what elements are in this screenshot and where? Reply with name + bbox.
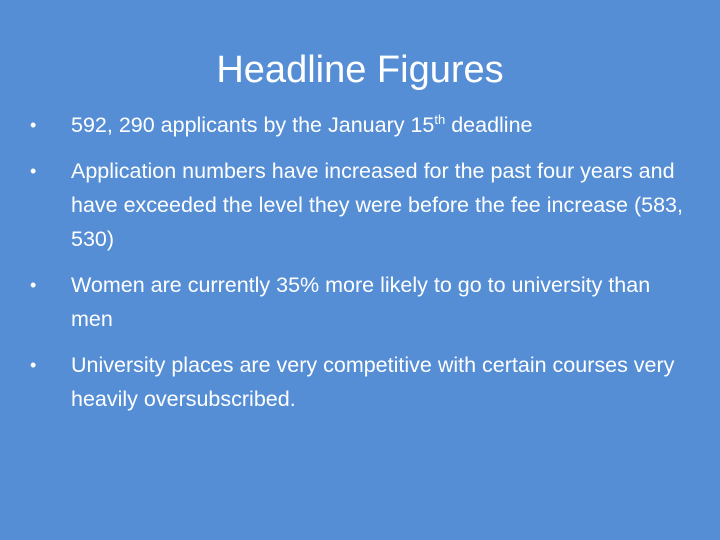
bullet-text-applicants [71, 113, 533, 137]
ordinal-suffix: th [434, 112, 446, 127]
bullet-item-applicants [30, 108, 690, 142]
bullet-item-women [30, 268, 690, 336]
bullet-icon: • [30, 161, 37, 181]
bullet-item-university-places [30, 348, 690, 416]
bullet-text-applicants-end: deadline [445, 113, 533, 137]
slide-title: Headline Figures [216, 49, 504, 91]
bullet-text-university-places: University places are very competitive with certain courses very heavily oversubscribed. [71, 353, 675, 411]
bullet-icon: • [30, 275, 37, 295]
bullet-list [30, 108, 690, 428]
bullet-icon: • [30, 355, 37, 375]
bullet-text-applicants-main: 592, 290 applicants by the January 15 [71, 113, 435, 137]
bullet-icon: • [30, 115, 37, 135]
bullet-text-women: Women are currently 35% more likely to go to university than men [71, 273, 651, 331]
bullet-item-application-numbers [30, 154, 690, 256]
bullet-text-application-numbers: Application numbers have increased for the past four years and have exceeded the level they were before the fee increase (583, 530) [71, 159, 683, 251]
